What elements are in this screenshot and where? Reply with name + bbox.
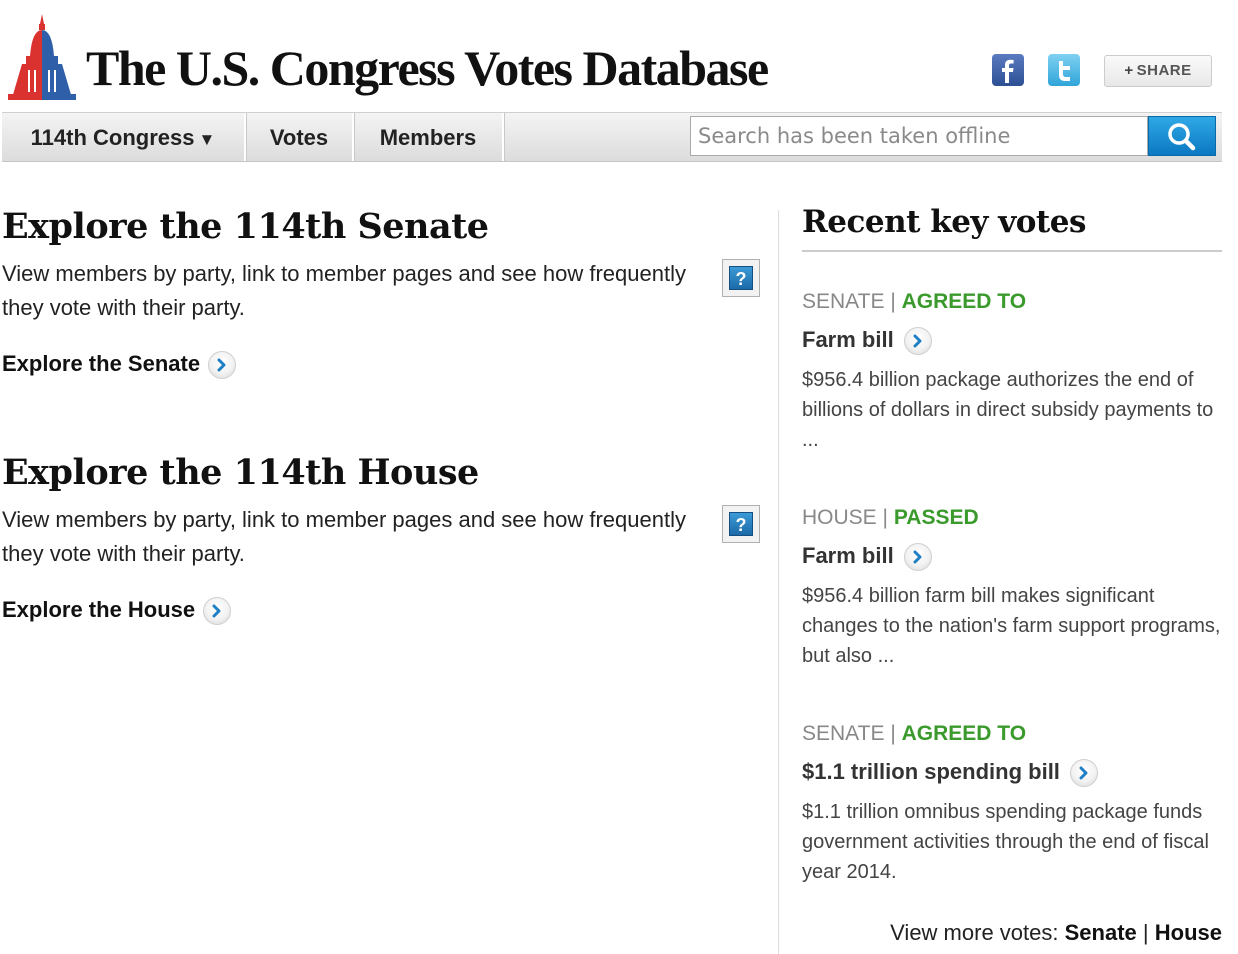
plus-icon: +	[1124, 62, 1134, 79]
twitter-icon[interactable]	[1048, 54, 1080, 86]
explore-senate-link[interactable]	[2, 351, 236, 379]
chevron-right-icon	[1070, 759, 1098, 787]
house-section-title: Explore the 114th House	[2, 452, 479, 493]
vote-item	[802, 290, 1222, 455]
site-header	[0, 0, 1238, 110]
vote-chamber: SENATE	[802, 290, 885, 313]
vote-title: Farm bill	[802, 543, 894, 568]
vote-description: $956.4 billion farm bill makes significant changes to the nation's farm support programs, but also ...	[802, 585, 1221, 668]
help-icon: ?	[729, 266, 753, 290]
vote-title: $1.1 trillion spending bill	[802, 759, 1060, 784]
chevron-right-icon	[203, 597, 231, 625]
more-senate-link[interactable]: Senate	[1064, 920, 1137, 945]
chevron-right-icon	[208, 351, 236, 379]
vote-item	[802, 722, 1222, 887]
vote-status: AGREED TO	[901, 290, 1027, 313]
nav-votes[interactable]: Votes	[246, 113, 354, 161]
explore-senate-label: Explore the Senate	[2, 351, 201, 376]
column-divider	[778, 210, 779, 954]
vote-item	[802, 506, 1222, 671]
vote-meta	[802, 290, 1222, 314]
nav-members[interactable]: Members	[354, 113, 504, 161]
help-icon: ?	[729, 512, 753, 536]
house-help-button[interactable]	[722, 505, 760, 543]
explore-house-label: Explore the House	[2, 597, 196, 622]
search-button[interactable]	[1148, 116, 1216, 156]
more-votes-separator: |	[1142, 920, 1149, 945]
vote-title-link[interactable]	[802, 327, 1222, 355]
vote-title-link[interactable]	[802, 543, 1222, 571]
vote-chamber: HOUSE	[802, 506, 877, 529]
vote-separator: |	[890, 722, 896, 745]
vote-meta	[802, 506, 1222, 530]
vote-description: $1.1 trillion omnibus spending package funds government activities through the end of fiscal year 2014.	[802, 801, 1209, 884]
share-button[interactable]	[1104, 55, 1212, 87]
vote-chamber: SENATE	[802, 722, 885, 745]
senate-section-description: View members by party, link to member pages and see how frequently they vote with their party.	[2, 261, 686, 320]
chevron-right-icon	[904, 543, 932, 571]
recent-votes-heading: Recent key votes	[802, 204, 1086, 240]
vote-status: PASSED	[893, 506, 979, 529]
vote-meta	[802, 722, 1222, 746]
senate-help-button[interactable]	[722, 259, 760, 297]
facebook-icon[interactable]	[992, 54, 1024, 86]
more-votes	[890, 920, 1222, 946]
capitol-dome-logo[interactable]	[8, 14, 76, 100]
heading-divider	[802, 250, 1222, 252]
congress-label: 114th Congress	[30, 125, 195, 150]
chevron-right-icon	[904, 327, 932, 355]
search-input[interactable]	[690, 116, 1148, 156]
vote-separator: |	[890, 290, 896, 313]
more-votes-label: View more votes:	[890, 920, 1059, 945]
house-section-description: View members by party, link to member pages and see how frequently they vote with their party.	[2, 507, 686, 566]
search-icon	[1149, 117, 1215, 155]
explore-house-link[interactable]	[2, 597, 231, 625]
senate-section-title: Explore the 114th Senate	[2, 206, 489, 247]
congress-dropdown[interactable]	[2, 113, 246, 161]
vote-separator: |	[882, 506, 888, 529]
vote-title-link[interactable]	[802, 759, 1222, 787]
caret-down-icon: ▼	[198, 130, 216, 149]
vote-description: $956.4 billion package authorizes the end of billions of dollars in direct subsidy payments to ...	[802, 369, 1214, 452]
more-house-link[interactable]: House	[1154, 920, 1222, 945]
site-title[interactable]: The U.S. Congress Votes Database	[86, 40, 768, 96]
vote-title: Farm bill	[802, 327, 894, 352]
share-label: SHARE	[1136, 62, 1192, 79]
vote-status: AGREED TO	[901, 722, 1027, 745]
